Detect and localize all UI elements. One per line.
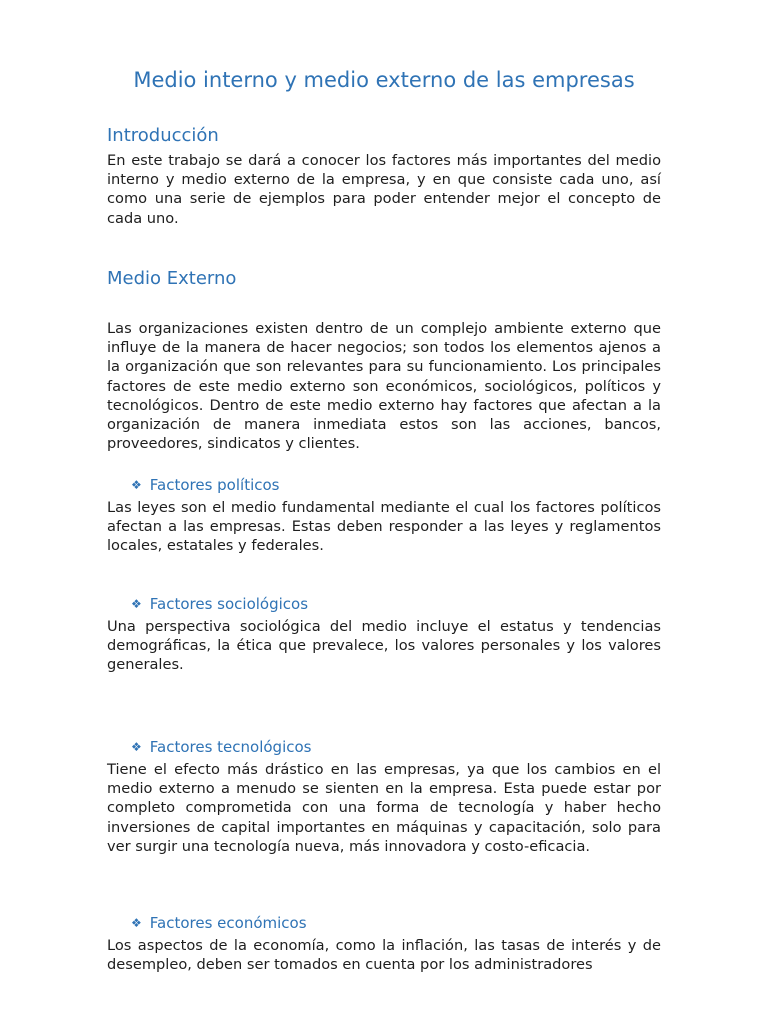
diamond-bullet-icon: ❖ [131,597,142,611]
document-title: Medio interno y medio externo de las empresas [133,68,635,92]
subsection-paragraph-sociologicos: Una perspectiva sociológica del medio incluye el estatus y tendencias demográficas, la ética que prevalece, los valores personales y los valores generales. [107,618,661,674]
diamond-bullet-icon: ❖ [131,740,142,754]
section-paragraph-introduccion: En este trabajo se dará a conocer los factores más importantes del medio interno y medio externo de la empresa, y en que consiste cada uno, así como una serie de ejemplos para poder entender mejor el concepto de cada uno. [107,152,661,227]
subsection-heading-label: Factores tecnológicos [149,738,312,756]
subsection-heading-economicos [131,914,307,932]
subsection-heading-tecnologicos [131,738,311,756]
subsection-paragraph-economicos: Los aspectos de la economía, como la inflación, las tasas de interés y de desempleo, deben ser tomados en cuenta por los administradores [107,937,661,974]
subsection-heading-sociologicos [131,595,308,613]
subsection-heading-politicos [131,476,280,494]
section-paragraph-medio-externo: Las organizaciones existen dentro de un complejo ambiente externo que influye de la manera de hacer negocios; son todos los elementos ajenos a la organización que son relevantes para su funcionamiento. Los principales factores de este medio externo son económicos, sociológicos, políticos y tecnológicos. Dentro de este medio externo hay factores que afectan a la organización de manera inmediata estos son las acciones, bancos, proveedores, sindicatos y clientes. [107,320,661,453]
subsection-heading-label: Factores sociológicos [149,595,309,613]
section-heading-introduccion: Introducción [107,125,219,146]
diamond-bullet-icon: ❖ [131,478,142,492]
subsection-paragraph-politicos: Las leyes son el medio fundamental mediante el cual los factores políticos afectan a las empresas. Estas deben responder a las leyes y reglamentos locales, estatales y federales. [107,499,661,555]
subsection-heading-label: Factores económicos [149,914,307,932]
diamond-bullet-icon: ❖ [131,916,142,930]
subsection-paragraph-tecnologicos: Tiene el efecto más drástico en las empresas, ya que los cambios en el medio externo a menudo se sienten en la empresa. Esta puede estar por completo comprometida con una forma de tecnología y haber hecho inversiones de capital importantes en máquinas y capacitación, solo para ver surgir una tecnología nueva, más innovadora y costo-eficacia. [107,761,661,855]
section-heading-medio-externo: Medio Externo [107,268,237,289]
subsection-heading-label: Factores políticos [149,476,280,494]
